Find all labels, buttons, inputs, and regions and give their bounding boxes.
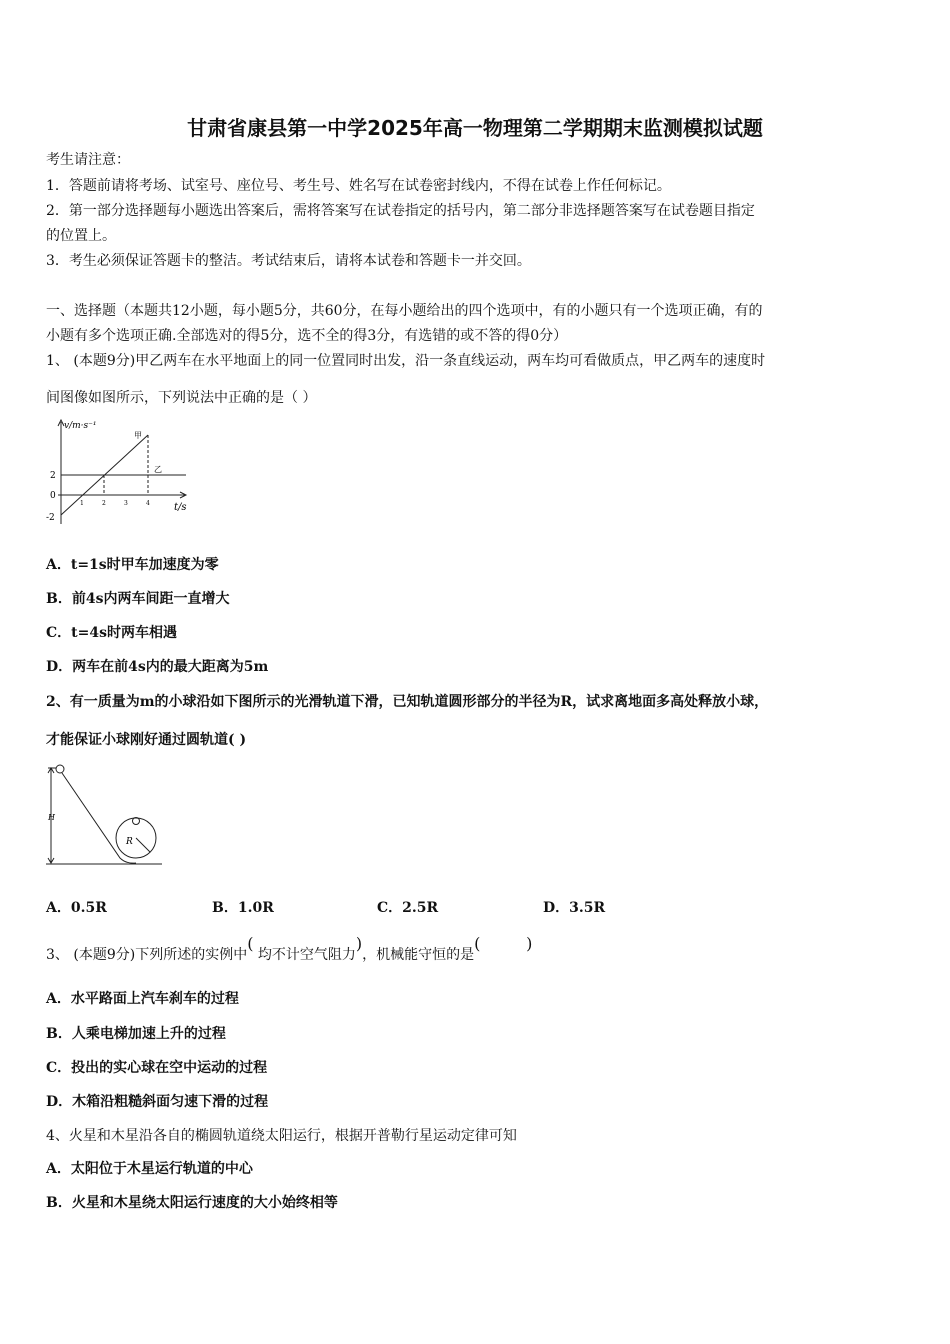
tick-minus-2: -2	[46, 513, 55, 523]
radius-label: R	[126, 837, 133, 847]
q3-stem	[46, 934, 533, 965]
q2-loop-figure	[46, 760, 166, 870]
q2-stem-2: 才能保证小球刚好通过圆轨道( )	[46, 732, 247, 748]
yi-label: 乙	[154, 465, 162, 474]
close-paren: )	[355, 934, 363, 953]
section-instructions-2: 小题有多个选项正确.全部选对的得5分，选不全的得3分，有选错的或不答的得0分）	[46, 328, 568, 344]
tick-x2: 2	[102, 500, 106, 507]
q3-stem-part-a: 3、 (本题9分)下列所述的实例中	[46, 947, 248, 963]
jia-label: 甲	[134, 431, 142, 440]
q3-option-b: B．人乘电梯加速上升的过程	[46, 1026, 226, 1042]
notice-item-3: 3．考生必须保证答题卡的整洁。考试结束后，请将本试卷和答题卡一并交回。	[46, 253, 531, 269]
q1-option-d: D．两车在前4s内的最大距离为5m	[46, 659, 269, 675]
open-paren: (	[247, 934, 254, 953]
section-instructions-1: 一、选择题（本题共12小题，每小题5分，共60分，在每小题给出的四个选项中，有的小题只有一个选项正确，有的	[46, 303, 763, 319]
notice-item-2: 2．第一部分选择题每小题选出答案后，需将答案写在试卷指定的括号内，第二部分非选择题答案写在试卷题目指定	[46, 203, 755, 219]
q3-option-c: C．投出的实心球在空中运动的过程	[46, 1060, 268, 1076]
q4-option-a: A．太阳位于木星运行轨道的中心	[46, 1161, 253, 1177]
tick-2: 2	[50, 471, 56, 481]
q1-vt-graph	[46, 416, 206, 528]
q2-stem-1: 2、有一质量为m的小球沿如下图所示的光滑轨道下滑，已知轨道圆形部分的半径为R，试求离地面多高处释放小球，	[46, 694, 769, 710]
q4-option-b: B．火星和木星绕太阳运行速度的大小始终相等	[46, 1195, 338, 1211]
tick-0: 0	[50, 491, 56, 501]
q2-option-b: B．1.0R	[212, 900, 274, 916]
q3-option-a: A．水平路面上汽车刹车的过程	[46, 991, 239, 1007]
q1-stem-2: 间图像如图所示，下列说法中正确的是（ ）	[46, 390, 317, 406]
answer-paren: ( )	[474, 934, 533, 953]
q2-option-a: A．0.5R	[46, 900, 107, 916]
notice-item-1: 1．答题前请将考场、试室号、座位号、考生号、姓名写在试卷密封线内，不得在试卷上作任何标记。	[46, 178, 671, 194]
q1-option-c: C．t=4s时两车相遇	[46, 625, 177, 641]
ball-top-icon	[56, 765, 64, 773]
ball-loop-icon	[133, 818, 140, 825]
q1-stem-1: 1、 (本题9分)甲乙两车在水平地面上的同一位置同时出发，沿一条直线运动，两车均可看做质点，甲乙两车的速度时	[46, 353, 766, 369]
q3-option-d: D．木箱沿粗糙斜面匀速下滑的过程	[46, 1094, 269, 1110]
radius-line	[136, 838, 150, 852]
tick-x4: 4	[146, 500, 150, 507]
q1-option-b: B．前4s内两车间距一直增大	[46, 591, 230, 607]
q3-stem-part-b: 均不计空气阻力	[257, 947, 356, 963]
notice-heading: 考生请注意：	[46, 152, 130, 168]
height-label: H	[48, 813, 55, 822]
ramp-track	[62, 773, 136, 863]
q4-stem: 4、火星和木星沿各自的椭圆轨道绕太阳运行，根据开普勒行星运动定律可知	[46, 1128, 517, 1144]
q2-option-d: D．3.5R	[543, 900, 606, 916]
x-axis-label: t/s	[174, 502, 187, 513]
tick-x3: 3	[124, 500, 128, 507]
q1-option-a: A．t=1s时甲车加速度为零	[46, 557, 219, 573]
q3-stem-part-c: ，机械能守恒的是	[362, 947, 475, 963]
notice-item-2-cont: 的位置上。	[46, 228, 116, 244]
q2-option-c: C．2.5R	[377, 900, 439, 916]
tick-x1: 1	[80, 500, 84, 507]
page-title: 甘肃省康县第一中学2025年高一物理第二学期期末监测模拟试题	[187, 116, 763, 140]
y-axis-label: v/m·s⁻¹	[64, 421, 97, 431]
